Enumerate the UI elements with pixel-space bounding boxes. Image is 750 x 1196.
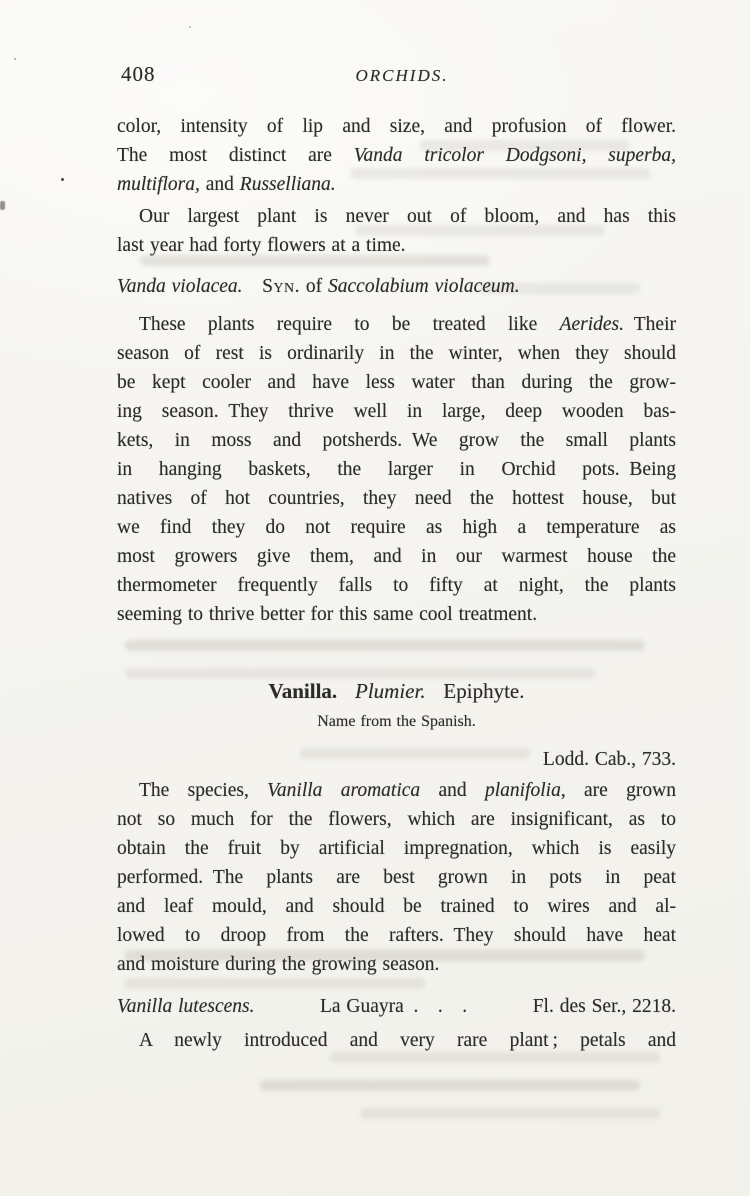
- paragraph: [117, 1026, 676, 1055]
- italic-text: Russelliana.: [239, 174, 336, 195]
- text-segment: The species,: [139, 780, 268, 801]
- text-segment: be kept cooler and have less water than during the grow-: [117, 372, 676, 393]
- species-synonym-line: [117, 272, 676, 301]
- text-segment: kets, in moss and potsherds. We grow the small plants: [117, 430, 676, 451]
- text-line: [117, 571, 676, 600]
- page-number: 408: [121, 62, 156, 86]
- text-segment: Syn.: [262, 276, 301, 297]
- text-segment: we find they do not require as high a temperature as: [117, 517, 676, 538]
- text-line: [117, 231, 676, 260]
- text-segment: performed. The plants are best grown in pots in peat: [117, 867, 676, 888]
- text-segment: most growers give them, and in our warmest house the: [117, 546, 676, 567]
- text-line: [117, 170, 676, 199]
- text-line: [117, 950, 676, 979]
- text-segment: natives of hot countries, they need the hottest house, but: [117, 488, 676, 509]
- text-segment: Their: [624, 314, 676, 335]
- paragraph: [117, 776, 676, 979]
- species-entry-line: [117, 993, 676, 1021]
- text-line: [117, 863, 676, 892]
- text-line: [117, 484, 676, 513]
- paragraph: [117, 112, 676, 199]
- text-segment: in hanging baskets, the larger in Orchid pots. Being: [117, 459, 676, 480]
- heading-genus: Vanilla.: [268, 679, 338, 703]
- text-line: [117, 112, 676, 141]
- scan-speck: [0, 201, 5, 210]
- text-segment: Our largest plant is never out of bloom, and has this: [139, 206, 676, 227]
- text-segment: last year had forty flowers at a time.: [117, 235, 406, 256]
- italic-text: Aerides.: [559, 314, 625, 335]
- text-segment: and moisture during the growing season.: [117, 954, 440, 975]
- text-line: [117, 368, 676, 397]
- text-line: [117, 892, 676, 921]
- text-line: [117, 805, 676, 834]
- text-line: [117, 542, 676, 571]
- italic-text: planifolia: [484, 780, 561, 801]
- text-line: [117, 426, 676, 455]
- text-segment: and: [420, 780, 485, 801]
- text-segment: ing season. They thrive well in large, deep wooden bas-: [117, 401, 676, 422]
- paragraph: [117, 310, 676, 629]
- reference-citation: Lodd. Cab., 733.: [542, 749, 676, 770]
- text-line: [117, 202, 676, 231]
- scan-speck: [61, 178, 64, 181]
- text-segment: These plants require to be treated like: [139, 314, 560, 335]
- text-segment: seeming to thrive better for this same cool treatment.: [117, 604, 538, 625]
- text-line: [117, 272, 676, 301]
- paragraph: [117, 202, 676, 260]
- heading-authority: Plumier.: [355, 679, 426, 703]
- text-line: [117, 397, 676, 426]
- text-line: [117, 834, 676, 863]
- italic-text: Vanda violacea.: [117, 276, 243, 297]
- text-segment: color, intensity of lip and size, and profusion of flower.: [117, 116, 676, 137]
- italic-text: Vanilla aromatica: [267, 780, 421, 801]
- text-segment: The most distinct are: [117, 145, 354, 166]
- text-segment: , are grown: [560, 780, 676, 801]
- text-segment: lowed to droop from the rafters. They should have heat: [117, 925, 676, 946]
- text-line: [117, 921, 676, 950]
- text-line: [117, 600, 676, 629]
- heading-habit: Epiphyte.: [443, 679, 525, 703]
- text-line: [117, 455, 676, 484]
- text-line: [117, 339, 676, 368]
- species-name: Vanilla lutescens.: [117, 996, 255, 1017]
- entry-reference: Fl. des Ser., 2218.: [532, 996, 676, 1017]
- text-segment: obtain the fruit by artificial impregnation, which is easily: [117, 838, 676, 859]
- text-line: [117, 776, 676, 805]
- text-line: [117, 141, 676, 170]
- text-line: [117, 1026, 676, 1055]
- text-segment: and: [199, 174, 240, 195]
- text-segment: A newly introduced and very rare plant ; petals and: [139, 1030, 676, 1051]
- text-segment: and leaf mould, and should be trained to wires and al-: [117, 896, 676, 917]
- section-subheading: Name from the Spanish.: [317, 713, 476, 730]
- text-column: [117, 0, 676, 1196]
- italic-text: multiflora,: [117, 174, 200, 195]
- text-segment: not so much for the flowers, which are insignificant, as to: [117, 809, 676, 830]
- entry-locality: La Guayra . . .: [319, 996, 468, 1017]
- text-segment: of: [300, 276, 329, 297]
- text-segment: thermometer frequently falls to fifty at night, the plants: [117, 575, 676, 596]
- running-header: ORCHIDS.: [355, 66, 449, 85]
- section-heading: [117, 676, 676, 706]
- scan-speck: [14, 58, 16, 60]
- italic-text: Vanda tricolor Dodgsoni, superba,: [353, 145, 676, 166]
- italic-text: Saccolabium violaceum.: [328, 276, 520, 297]
- text-line: [117, 310, 676, 339]
- text-segment: season of rest is ordinarily in the winter, when they should: [117, 343, 676, 364]
- text-line: [117, 513, 676, 542]
- text-segment: [243, 276, 263, 297]
